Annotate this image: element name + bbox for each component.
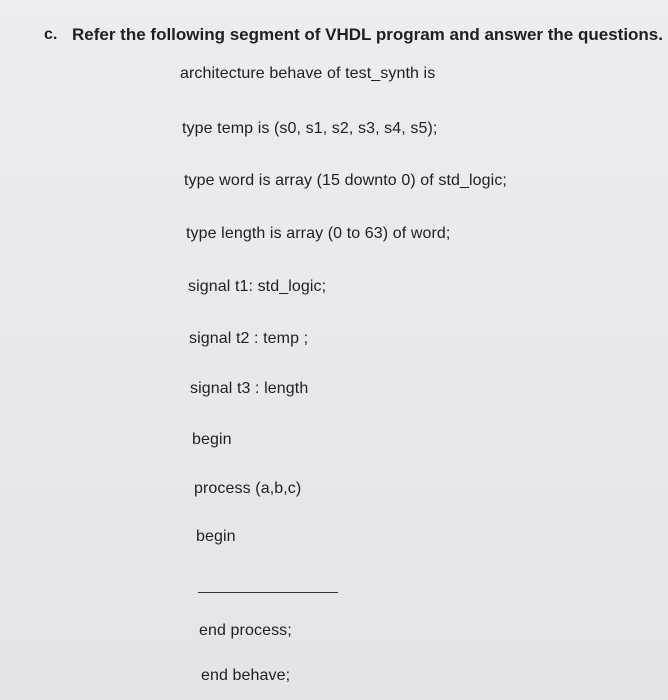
- code-line-process: process (a,b,c): [194, 480, 302, 497]
- code-line-type-temp: type temp is (s0, s1, s2, s3, s4, s5);: [182, 120, 438, 137]
- question-text: Refer the following segment of VHDL program and answer the questions.: [72, 25, 663, 44]
- question-label: c.: [44, 26, 58, 43]
- code-line-begin: begin: [192, 431, 232, 448]
- code-line-architecture: architecture behave of test_synth is: [180, 65, 436, 82]
- code-line-type-length: type length is array (0 to 63) of word;: [186, 225, 451, 242]
- code-line-end-behave: end behave;: [201, 667, 291, 684]
- code-line-signal-t1: signal t1: std_logic;: [188, 278, 327, 295]
- answer-blank-line: [198, 592, 338, 593]
- code-line-signal-t3: signal t3 : length: [190, 380, 309, 397]
- code-line-signal-t2: signal t2 : temp ;: [189, 330, 309, 347]
- code-line-type-word: type word is array (15 downto 0) of std_logic;: [184, 172, 507, 189]
- code-line-process-begin: begin: [196, 528, 236, 545]
- code-line-end-process: end process;: [199, 622, 292, 639]
